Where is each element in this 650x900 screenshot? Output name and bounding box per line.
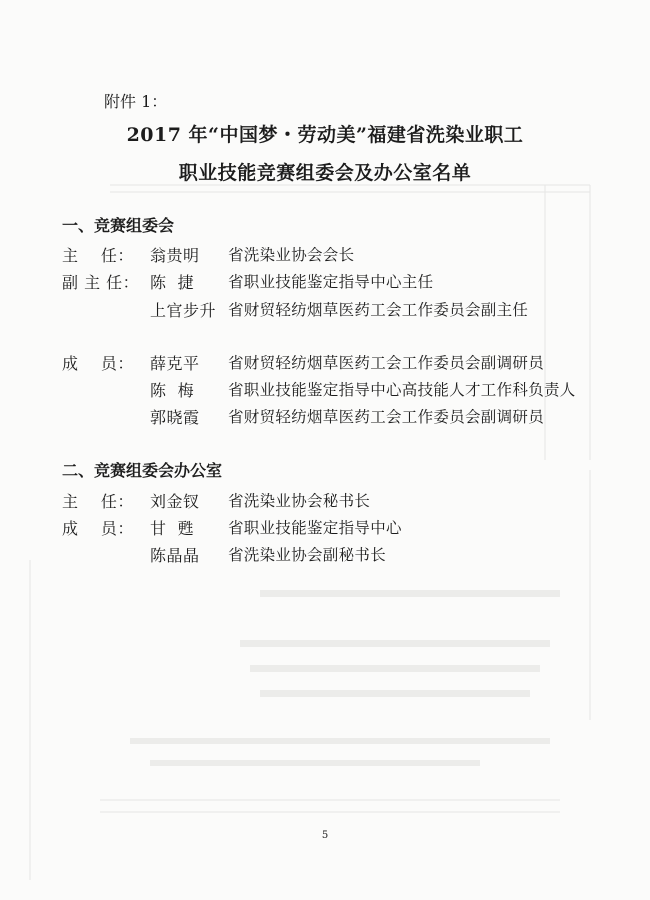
member-name: 陈 梅: [150, 381, 195, 400]
role-label: 主 任：: [62, 246, 134, 265]
member-name: 薛克平: [150, 354, 200, 373]
member-name: 上官步升: [150, 301, 217, 320]
member-position: 省洗染业协会副秘书长: [228, 546, 387, 564]
document-title-line-2: 职业技能竞赛组委会及办公室名单: [178, 162, 472, 184]
member-position: 省职业技能鉴定指导中心: [228, 519, 402, 537]
member-name: 翁贵明: [150, 246, 200, 265]
page-number: 5: [321, 830, 329, 841]
section-heading-office: 二、竞赛组委会办公室: [62, 461, 223, 480]
member-position: 省财贸轻纺烟草医药工会工作委员会副主任: [228, 301, 529, 319]
role-label: 主 任：: [62, 492, 134, 511]
attachment-label: 附件 1：: [104, 92, 168, 111]
member-position: 省财贸轻纺烟草医药工会工作委员会副调研员: [228, 408, 545, 426]
member-name: 陈晶晶: [150, 546, 200, 565]
member-position: 省职业技能鉴定指导中心主任: [228, 273, 434, 291]
member-position: 省职业技能鉴定指导中心高技能人才工作科负责人: [228, 381, 576, 399]
role-label: 副 主 任：: [62, 273, 140, 292]
member-name: 甘 甦: [150, 519, 195, 538]
member-name: 刘金钗: [150, 492, 200, 511]
member-position: 省洗染业协会秘书长: [228, 492, 371, 510]
member-position: 省财贸轻纺烟草医药工会工作委员会副调研员: [228, 354, 545, 372]
member-name: 陈 捷: [150, 273, 195, 292]
section-heading-committee: 一、竞赛组委会: [62, 216, 175, 235]
member-position: 省洗染业协会会长: [228, 246, 355, 264]
document-title-line-1: 2017 年“中国梦・劳动美”福建省洗染业职工: [126, 124, 524, 146]
role-label: 成 员：: [62, 354, 134, 373]
member-name: 郭晓霞: [150, 408, 200, 427]
role-label: 成 员：: [62, 519, 134, 538]
